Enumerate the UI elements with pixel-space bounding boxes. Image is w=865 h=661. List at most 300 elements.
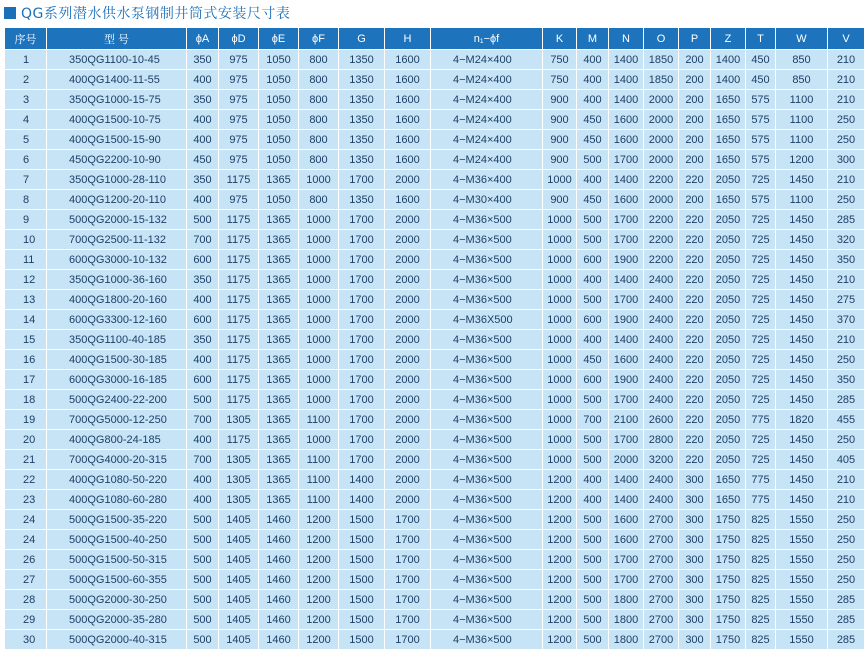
cell-col-h: 2000 xyxy=(385,290,431,310)
cell-col-t: 725 xyxy=(746,330,776,350)
cell-col-phi-d: 975 xyxy=(219,130,259,150)
cell-col-o: 2700 xyxy=(644,590,679,610)
cell-col-phi-e: 1050 xyxy=(259,130,299,150)
cell-col-m: 400 xyxy=(577,490,609,510)
cell-col-bolts: 4−M36X500 xyxy=(431,310,543,330)
cell-col-k: 1200 xyxy=(543,510,577,530)
cell-col-p: 220 xyxy=(679,330,711,350)
cell-col-h: 2000 xyxy=(385,450,431,470)
cell-col-v: 250 xyxy=(828,350,865,370)
cell-col-n: 1400 xyxy=(609,470,644,490)
cell-col-phi-a: 400 xyxy=(187,470,219,490)
cell-col-bolts: 4−M24×400 xyxy=(431,50,543,70)
cell-col-g: 1700 xyxy=(339,390,385,410)
cell-col-k: 1000 xyxy=(543,390,577,410)
cell-col-bolts: 4−M36×500 xyxy=(431,210,543,230)
cell-col-bolts: 4−M36×500 xyxy=(431,490,543,510)
cell-col-n: 1600 xyxy=(609,530,644,550)
cell-col-p: 300 xyxy=(679,570,711,590)
cell-col-index: 12 xyxy=(5,270,47,290)
cell-col-z: 2050 xyxy=(711,450,746,470)
cell-col-v: 285 xyxy=(828,630,865,650)
cell-col-p: 200 xyxy=(679,190,711,210)
table-header-row xyxy=(5,28,865,50)
cell-col-h: 1700 xyxy=(385,530,431,550)
cell-col-m: 400 xyxy=(577,90,609,110)
cell-col-phi-f: 800 xyxy=(299,150,339,170)
cell-col-z: 1650 xyxy=(711,470,746,490)
cell-col-model: 600QG3300-12-160 xyxy=(47,310,187,330)
cell-col-o: 2000 xyxy=(644,110,679,130)
cell-col-w: 1450 xyxy=(776,330,828,350)
cell-col-index: 1 xyxy=(5,50,47,70)
cell-col-phi-e: 1365 xyxy=(259,270,299,290)
cell-col-index: 8 xyxy=(5,190,47,210)
cell-col-m: 400 xyxy=(577,50,609,70)
cell-col-phi-a: 400 xyxy=(187,490,219,510)
cell-col-phi-a: 500 xyxy=(187,510,219,530)
cell-col-t: 575 xyxy=(746,110,776,130)
cell-col-phi-f: 1100 xyxy=(299,470,339,490)
cell-col-index: 30 xyxy=(5,630,47,650)
cell-col-w: 1450 xyxy=(776,230,828,250)
cell-col-bolts: 4−M36×500 xyxy=(431,430,543,450)
cell-col-v: 300 xyxy=(828,150,865,170)
cell-col-k: 900 xyxy=(543,90,577,110)
cell-col-p: 300 xyxy=(679,510,711,530)
cell-col-h: 2000 xyxy=(385,390,431,410)
cell-col-k: 1000 xyxy=(543,330,577,350)
cell-col-n: 1400 xyxy=(609,50,644,70)
cell-col-phi-a: 500 xyxy=(187,390,219,410)
cell-col-phi-a: 350 xyxy=(187,170,219,190)
cell-col-k: 900 xyxy=(543,130,577,150)
cell-col-z: 2050 xyxy=(711,390,746,410)
cell-col-bolts: 4−M36×500 xyxy=(431,370,543,390)
cell-col-phi-f: 1200 xyxy=(299,530,339,550)
cell-col-phi-f: 800 xyxy=(299,70,339,90)
table-row xyxy=(5,590,865,610)
cell-col-z: 1750 xyxy=(711,550,746,570)
cell-col-o: 2400 xyxy=(644,290,679,310)
cell-col-w: 1550 xyxy=(776,590,828,610)
cell-col-h: 2000 xyxy=(385,170,431,190)
cell-col-phi-e: 1050 xyxy=(259,90,299,110)
cell-col-phi-e: 1460 xyxy=(259,530,299,550)
cell-col-t: 825 xyxy=(746,550,776,570)
title-marker-icon xyxy=(4,7,16,19)
cell-col-o: 2700 xyxy=(644,550,679,570)
cell-col-k: 1200 xyxy=(543,530,577,550)
cell-col-phi-a: 350 xyxy=(187,330,219,350)
cell-col-h: 1700 xyxy=(385,630,431,650)
table-row xyxy=(5,510,865,530)
cell-col-n: 1400 xyxy=(609,170,644,190)
cell-col-phi-f: 1000 xyxy=(299,230,339,250)
cell-col-n: 1400 xyxy=(609,330,644,350)
cell-col-index: 10 xyxy=(5,230,47,250)
cell-col-v: 455 xyxy=(828,410,865,430)
cell-col-t: 825 xyxy=(746,570,776,590)
cell-col-w: 1450 xyxy=(776,490,828,510)
cell-col-bolts: 4−M36×500 xyxy=(431,410,543,430)
cell-col-index: 19 xyxy=(5,410,47,430)
cell-col-phi-d: 1405 xyxy=(219,530,259,550)
cell-col-index: 20 xyxy=(5,430,47,450)
cell-col-k: 1000 xyxy=(543,310,577,330)
cell-col-k: 1200 xyxy=(543,630,577,650)
cell-col-index: 5 xyxy=(5,130,47,150)
cell-col-index: 3 xyxy=(5,90,47,110)
cell-col-n: 2100 xyxy=(609,410,644,430)
cell-col-phi-e: 1460 xyxy=(259,610,299,630)
cell-col-t: 775 xyxy=(746,490,776,510)
cell-col-phi-d: 975 xyxy=(219,50,259,70)
cell-col-phi-f: 1000 xyxy=(299,350,339,370)
cell-col-m: 600 xyxy=(577,370,609,390)
cell-col-h: 1600 xyxy=(385,70,431,90)
cell-col-phi-f: 1200 xyxy=(299,590,339,610)
cell-col-t: 575 xyxy=(746,150,776,170)
cell-col-p: 220 xyxy=(679,230,711,250)
cell-col-g: 1350 xyxy=(339,70,385,90)
cell-col-v: 250 xyxy=(828,430,865,450)
cell-col-phi-d: 1405 xyxy=(219,590,259,610)
cell-col-n: 2000 xyxy=(609,450,644,470)
cell-col-phi-d: 975 xyxy=(219,110,259,130)
cell-col-k: 1000 xyxy=(543,430,577,450)
cell-col-m: 500 xyxy=(577,290,609,310)
cell-col-k: 1000 xyxy=(543,410,577,430)
cell-col-bolts: 4−M24×400 xyxy=(431,150,543,170)
cell-col-p: 220 xyxy=(679,370,711,390)
cell-col-g: 1700 xyxy=(339,330,385,350)
table-row xyxy=(5,130,865,150)
cell-col-phi-d: 1175 xyxy=(219,430,259,450)
cell-col-w: 1450 xyxy=(776,210,828,230)
cell-col-bolts: 4−M24×400 xyxy=(431,90,543,110)
cell-col-bolts: 4−M36×500 xyxy=(431,350,543,370)
cell-col-phi-d: 1175 xyxy=(219,230,259,250)
cell-col-g: 1700 xyxy=(339,230,385,250)
cell-col-phi-f: 1000 xyxy=(299,310,339,330)
cell-col-o: 2400 xyxy=(644,390,679,410)
table-row xyxy=(5,310,865,330)
cell-col-v: 210 xyxy=(828,170,865,190)
cell-col-t: 725 xyxy=(746,310,776,330)
cell-col-phi-e: 1460 xyxy=(259,510,299,530)
cell-col-n: 1600 xyxy=(609,510,644,530)
cell-col-n: 1700 xyxy=(609,430,644,450)
cell-col-w: 1450 xyxy=(776,370,828,390)
table-row xyxy=(5,290,865,310)
cell-col-n: 1400 xyxy=(609,70,644,90)
cell-col-n: 1800 xyxy=(609,610,644,630)
cell-col-z: 2050 xyxy=(711,350,746,370)
cell-col-bolts: 4−M36×500 xyxy=(431,470,543,490)
table-row xyxy=(5,270,865,290)
cell-col-index: 6 xyxy=(5,150,47,170)
cell-col-o: 1850 xyxy=(644,50,679,70)
cell-col-phi-f: 1000 xyxy=(299,390,339,410)
header-col-phi-d: ϕD xyxy=(219,28,259,50)
cell-col-m: 400 xyxy=(577,70,609,90)
cell-col-v: 210 xyxy=(828,490,865,510)
cell-col-h: 2000 xyxy=(385,310,431,330)
cell-col-bolts: 4−M36×500 xyxy=(431,250,543,270)
cell-col-n: 1600 xyxy=(609,130,644,150)
cell-col-m: 500 xyxy=(577,230,609,250)
cell-col-m: 500 xyxy=(577,610,609,630)
cell-col-phi-e: 1365 xyxy=(259,410,299,430)
cell-col-z: 1400 xyxy=(711,50,746,70)
cell-col-v: 285 xyxy=(828,390,865,410)
cell-col-z: 1750 xyxy=(711,630,746,650)
cell-col-phi-d: 1305 xyxy=(219,490,259,510)
cell-col-phi-e: 1050 xyxy=(259,150,299,170)
cell-col-index: 29 xyxy=(5,610,47,630)
cell-col-o: 2200 xyxy=(644,170,679,190)
table-row xyxy=(5,330,865,350)
cell-col-w: 1200 xyxy=(776,150,828,170)
cell-col-o: 2400 xyxy=(644,350,679,370)
cell-col-p: 200 xyxy=(679,70,711,90)
cell-col-model: 350QG1100-40-185 xyxy=(47,330,187,350)
cell-col-w: 1450 xyxy=(776,450,828,470)
cell-col-phi-f: 800 xyxy=(299,190,339,210)
table-row xyxy=(5,450,865,470)
cell-col-w: 1450 xyxy=(776,430,828,450)
cell-col-phi-e: 1365 xyxy=(259,470,299,490)
cell-col-phi-a: 400 xyxy=(187,190,219,210)
cell-col-k: 750 xyxy=(543,70,577,90)
cell-col-model: 400QG1500-10-75 xyxy=(47,110,187,130)
cell-col-model: 350QG1100-10-45 xyxy=(47,50,187,70)
cell-col-p: 220 xyxy=(679,170,711,190)
header-col-v: V xyxy=(828,28,865,50)
cell-col-m: 500 xyxy=(577,150,609,170)
cell-col-phi-a: 400 xyxy=(187,70,219,90)
dimension-table xyxy=(4,27,865,650)
cell-col-phi-f: 1100 xyxy=(299,410,339,430)
cell-col-phi-d: 1405 xyxy=(219,630,259,650)
cell-col-o: 2700 xyxy=(644,630,679,650)
header-col-phi-f: ϕF xyxy=(299,28,339,50)
cell-col-g: 1700 xyxy=(339,430,385,450)
cell-col-w: 1550 xyxy=(776,550,828,570)
cell-col-phi-d: 1405 xyxy=(219,610,259,630)
cell-col-o: 2000 xyxy=(644,90,679,110)
cell-col-index: 21 xyxy=(5,450,47,470)
cell-col-z: 1750 xyxy=(711,530,746,550)
cell-col-p: 220 xyxy=(679,450,711,470)
cell-col-w: 1450 xyxy=(776,470,828,490)
cell-col-phi-a: 350 xyxy=(187,90,219,110)
table-row xyxy=(5,470,865,490)
cell-col-w: 1450 xyxy=(776,270,828,290)
cell-col-p: 220 xyxy=(679,350,711,370)
cell-col-t: 575 xyxy=(746,190,776,210)
cell-col-z: 2050 xyxy=(711,230,746,250)
cell-col-phi-a: 500 xyxy=(187,610,219,630)
cell-col-m: 450 xyxy=(577,130,609,150)
cell-col-phi-f: 1000 xyxy=(299,210,339,230)
cell-col-model: 500QG1500-60-355 xyxy=(47,570,187,590)
cell-col-model: 400QG1400-11-55 xyxy=(47,70,187,90)
cell-col-phi-a: 400 xyxy=(187,290,219,310)
cell-col-g: 1500 xyxy=(339,630,385,650)
cell-col-v: 250 xyxy=(828,570,865,590)
header-col-g: G xyxy=(339,28,385,50)
cell-col-t: 725 xyxy=(746,430,776,450)
cell-col-model: 700QG4000-20-315 xyxy=(47,450,187,470)
cell-col-index: 2 xyxy=(5,70,47,90)
cell-col-z: 2050 xyxy=(711,170,746,190)
table-row xyxy=(5,110,865,130)
cell-col-h: 1700 xyxy=(385,590,431,610)
cell-col-n: 1600 xyxy=(609,190,644,210)
cell-col-phi-e: 1365 xyxy=(259,330,299,350)
table-row xyxy=(5,390,865,410)
cell-col-h: 2000 xyxy=(385,410,431,430)
cell-col-m: 400 xyxy=(577,270,609,290)
cell-col-k: 1000 xyxy=(543,210,577,230)
cell-col-phi-f: 1000 xyxy=(299,330,339,350)
cell-col-p: 200 xyxy=(679,110,711,130)
cell-col-h: 2000 xyxy=(385,470,431,490)
cell-col-phi-e: 1050 xyxy=(259,50,299,70)
cell-col-model: 600QG3000-16-185 xyxy=(47,370,187,390)
cell-col-t: 825 xyxy=(746,610,776,630)
cell-col-phi-a: 350 xyxy=(187,270,219,290)
cell-col-bolts: 4−M36×500 xyxy=(431,590,543,610)
table-row xyxy=(5,410,865,430)
cell-col-m: 600 xyxy=(577,250,609,270)
cell-col-o: 3200 xyxy=(644,450,679,470)
cell-col-n: 1900 xyxy=(609,370,644,390)
table-row xyxy=(5,490,865,510)
cell-col-index: 22 xyxy=(5,470,47,490)
cell-col-phi-a: 350 xyxy=(187,50,219,70)
cell-col-o: 2200 xyxy=(644,230,679,250)
cell-col-p: 200 xyxy=(679,90,711,110)
cell-col-w: 1450 xyxy=(776,290,828,310)
cell-col-phi-e: 1460 xyxy=(259,590,299,610)
cell-col-z: 2050 xyxy=(711,250,746,270)
cell-col-k: 1000 xyxy=(543,450,577,470)
cell-col-index: 11 xyxy=(5,250,47,270)
cell-col-g: 1500 xyxy=(339,550,385,570)
cell-col-index: 4 xyxy=(5,110,47,130)
header-col-phi-e: ϕE xyxy=(259,28,299,50)
cell-col-n: 1600 xyxy=(609,110,644,130)
cell-col-g: 1700 xyxy=(339,350,385,370)
cell-col-h: 2000 xyxy=(385,230,431,250)
cell-col-v: 250 xyxy=(828,190,865,210)
cell-col-t: 725 xyxy=(746,170,776,190)
cell-col-phi-a: 400 xyxy=(187,430,219,450)
table-row xyxy=(5,570,865,590)
cell-col-phi-e: 1365 xyxy=(259,310,299,330)
cell-col-o: 2000 xyxy=(644,150,679,170)
table-row xyxy=(5,370,865,390)
cell-col-g: 1500 xyxy=(339,530,385,550)
cell-col-p: 300 xyxy=(679,550,711,570)
cell-col-h: 1700 xyxy=(385,510,431,530)
cell-col-phi-f: 1200 xyxy=(299,550,339,570)
cell-col-p: 220 xyxy=(679,410,711,430)
cell-col-m: 450 xyxy=(577,190,609,210)
cell-col-o: 2800 xyxy=(644,430,679,450)
cell-col-p: 200 xyxy=(679,150,711,170)
cell-col-phi-d: 1405 xyxy=(219,550,259,570)
cell-col-phi-f: 800 xyxy=(299,130,339,150)
cell-col-n: 1400 xyxy=(609,270,644,290)
cell-col-phi-e: 1365 xyxy=(259,350,299,370)
cell-col-n: 1600 xyxy=(609,350,644,370)
cell-col-v: 250 xyxy=(828,110,865,130)
cell-col-v: 250 xyxy=(828,130,865,150)
cell-col-phi-d: 1175 xyxy=(219,310,259,330)
cell-col-t: 450 xyxy=(746,70,776,90)
cell-col-k: 1200 xyxy=(543,570,577,590)
cell-col-v: 285 xyxy=(828,210,865,230)
cell-col-o: 2400 xyxy=(644,490,679,510)
table-row xyxy=(5,250,865,270)
table-body xyxy=(5,50,865,650)
cell-col-model: 700QG5000-12-250 xyxy=(47,410,187,430)
cell-col-z: 2050 xyxy=(711,210,746,230)
cell-col-phi-a: 500 xyxy=(187,530,219,550)
cell-col-n: 1800 xyxy=(609,630,644,650)
cell-col-phi-e: 1460 xyxy=(259,630,299,650)
cell-col-model: 400QG1500-15-90 xyxy=(47,130,187,150)
cell-col-z: 1400 xyxy=(711,70,746,90)
cell-col-z: 1650 xyxy=(711,490,746,510)
cell-col-phi-f: 1200 xyxy=(299,510,339,530)
cell-col-g: 1350 xyxy=(339,50,385,70)
cell-col-w: 850 xyxy=(776,70,828,90)
cell-col-phi-f: 1200 xyxy=(299,610,339,630)
cell-col-k: 1000 xyxy=(543,250,577,270)
cell-col-phi-a: 400 xyxy=(187,110,219,130)
cell-col-k: 1200 xyxy=(543,490,577,510)
cell-col-phi-e: 1365 xyxy=(259,450,299,470)
cell-col-m: 400 xyxy=(577,330,609,350)
header-col-k: K xyxy=(543,28,577,50)
cell-col-phi-e: 1365 xyxy=(259,170,299,190)
cell-col-p: 300 xyxy=(679,530,711,550)
cell-col-k: 1200 xyxy=(543,590,577,610)
table-row xyxy=(5,170,865,190)
cell-col-h: 2000 xyxy=(385,270,431,290)
cell-col-model: 400QG1500-30-185 xyxy=(47,350,187,370)
cell-col-m: 450 xyxy=(577,350,609,370)
cell-col-model: 500QG2400-22-200 xyxy=(47,390,187,410)
cell-col-n: 1700 xyxy=(609,290,644,310)
cell-col-g: 1350 xyxy=(339,90,385,110)
cell-col-p: 300 xyxy=(679,630,711,650)
cell-col-bolts: 4−M36×500 xyxy=(431,530,543,550)
cell-col-w: 1450 xyxy=(776,350,828,370)
cell-col-model: 400QG1800-20-160 xyxy=(47,290,187,310)
table-row xyxy=(5,50,865,70)
cell-col-model: 500QG1500-50-315 xyxy=(47,550,187,570)
cell-col-index: 28 xyxy=(5,590,47,610)
header-col-p: P xyxy=(679,28,711,50)
cell-col-p: 300 xyxy=(679,610,711,630)
cell-col-phi-d: 1175 xyxy=(219,250,259,270)
